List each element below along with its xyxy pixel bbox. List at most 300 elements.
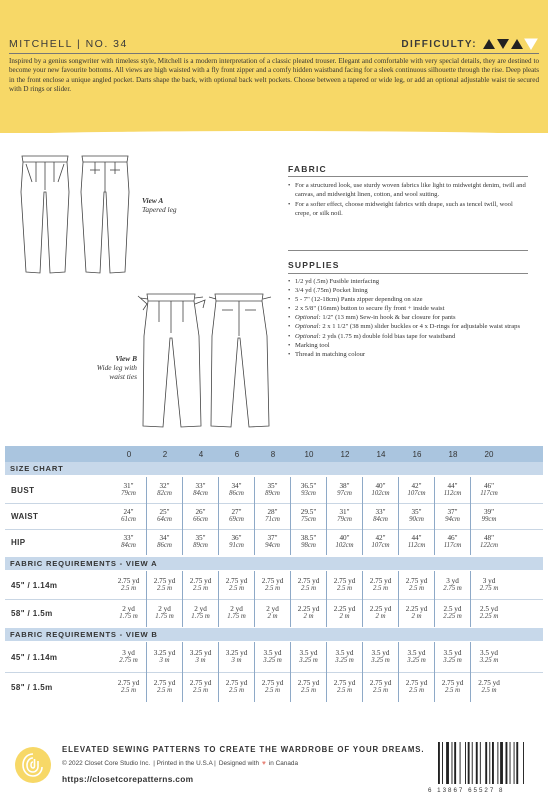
imperial-value: 2.75 yd xyxy=(225,678,248,687)
table-cell xyxy=(399,642,435,672)
imperial-value: 24" xyxy=(123,507,134,516)
table-cell xyxy=(471,477,507,503)
imperial-value: 3.5 yd xyxy=(335,648,354,657)
table-cell xyxy=(363,672,399,702)
table-cell xyxy=(147,672,183,702)
imperial-value: 3 yd xyxy=(122,648,135,657)
table-cell xyxy=(255,642,291,672)
imperial-value: 2.75 yd xyxy=(225,576,248,585)
metric-value: 1.75 m xyxy=(155,613,174,621)
imperial-value: 2.75 yd xyxy=(441,678,464,687)
size-column-header: 0 xyxy=(126,449,132,459)
metric-value: 122cm xyxy=(479,542,499,550)
size-column-header: 18 xyxy=(448,449,458,459)
metric-value: 2.75 m xyxy=(443,585,462,593)
imperial-value: 33" xyxy=(375,507,386,516)
imperial-value: 2.75 yd xyxy=(117,678,140,687)
metric-value: 3.25 m xyxy=(443,657,462,665)
table-cell xyxy=(399,477,435,503)
table-cell xyxy=(183,672,219,702)
metric-value: 2.5 m xyxy=(264,585,281,593)
imperial-value: 2.25 yd xyxy=(333,604,356,613)
table-cell xyxy=(291,571,327,599)
metric-value: 3.25 m xyxy=(263,657,282,665)
metric-value: 2 m xyxy=(339,613,350,621)
imperial-value: 2.75 yd xyxy=(405,678,428,687)
metric-value: 71cm xyxy=(265,516,280,524)
table-cell xyxy=(291,599,327,627)
pattern-description: Inspired by a genius songwriter with timeless style, Mitchell is a modern interpretation of a classic pleated trouser. Elegant and comfortable with very special details, they are destined to become your new favourite bottoms. All views are high waisted with a fly front zipper and a comfy hidden waistband facing for a sleek continuous silhouette through the rise. Deep pleats in the front enclose a unique angled pocket. Darts shape the back, with optional back welt pockets. Choose between a tapered or wide leg, or add an optional adjustable waist tie secured with D rings or slider. xyxy=(9,57,539,93)
barcode-bar xyxy=(506,742,508,784)
metric-value: 90cm xyxy=(409,516,424,524)
metric-value: 3.25 m xyxy=(299,657,318,665)
size-column-header: 20 xyxy=(484,449,494,459)
imperial-value: 42" xyxy=(411,481,422,490)
imperial-value: 3.5 yd xyxy=(371,648,390,657)
table-cell xyxy=(435,503,471,529)
table-cell xyxy=(255,599,291,627)
table-cell xyxy=(111,477,147,503)
imperial-value: 3.25 yd xyxy=(153,648,176,657)
size-column-header: 14 xyxy=(376,449,386,459)
table-cell xyxy=(363,571,399,599)
table-cell xyxy=(435,599,471,627)
table-cell xyxy=(219,642,255,672)
imperial-value: 37" xyxy=(267,533,278,542)
metric-value: 112cm xyxy=(407,542,426,550)
supplies-top-divider xyxy=(288,250,528,251)
metric-value: 3 m xyxy=(159,657,170,665)
barcode-bar xyxy=(460,742,461,784)
imperial-value: 3.5 yd xyxy=(407,648,426,657)
imperial-value: 27" xyxy=(231,507,242,516)
table-cell xyxy=(435,477,471,503)
metric-value: 2.5 m xyxy=(228,585,245,593)
table-cell xyxy=(219,599,255,627)
barcode-bar xyxy=(472,742,473,784)
size-column-header: 2 xyxy=(162,449,168,459)
barcode-bar xyxy=(485,742,487,784)
imperial-value: 2.75 yd xyxy=(297,678,320,687)
imperial-value: 33" xyxy=(195,481,206,490)
table-cell xyxy=(471,672,507,702)
table-cell xyxy=(219,571,255,599)
table-cell xyxy=(471,571,507,599)
pattern-header xyxy=(0,0,548,133)
table-cell xyxy=(183,642,219,672)
imperial-value: 2.25 yd xyxy=(369,604,392,613)
table-cell xyxy=(219,477,255,503)
metric-value: 2.25 m xyxy=(479,613,499,621)
imperial-value: 2.75 yd xyxy=(369,576,392,585)
metric-value: 2.5 m xyxy=(336,687,353,695)
imperial-value: 34" xyxy=(231,481,242,490)
imperial-value: 3 yd xyxy=(482,576,496,585)
table-row xyxy=(5,571,543,599)
metric-value: 1.75 m xyxy=(227,613,246,621)
size-columns xyxy=(111,446,507,462)
view-a-illustration xyxy=(16,152,136,277)
table-cell xyxy=(183,571,219,599)
table-cell xyxy=(363,642,399,672)
metric-value: 91cm xyxy=(229,542,244,550)
metric-value: 84cm xyxy=(373,516,388,524)
supplies-divider xyxy=(288,273,528,274)
supply-item: • Thread in matching colour xyxy=(288,351,528,360)
imperial-value: 3 yd xyxy=(446,576,459,585)
row-label: 45" / 1.14m xyxy=(11,580,58,590)
table-cell xyxy=(399,599,435,627)
table-cell xyxy=(327,571,363,599)
imperial-value: 40" xyxy=(375,481,386,490)
metric-value: 94cm xyxy=(265,542,280,550)
imperial-value: 2.75 yd xyxy=(369,678,392,687)
table-cell xyxy=(183,529,219,555)
metric-value: 2.5 m xyxy=(192,585,209,593)
imperial-value: 34" xyxy=(159,533,170,542)
metric-value: 1.75 m xyxy=(119,613,138,621)
footer-credits xyxy=(62,760,298,767)
metric-value: 86cm xyxy=(157,542,172,550)
footer xyxy=(0,733,548,800)
imperial-value: 44" xyxy=(447,481,458,490)
table-cell xyxy=(111,503,147,529)
table-cell xyxy=(471,642,507,672)
fabric-divider xyxy=(288,176,528,177)
imperial-value: 26" xyxy=(195,507,206,516)
barcode-bar xyxy=(454,742,456,784)
metric-value: 2.5 m xyxy=(300,687,317,695)
metric-value: 2 m xyxy=(303,613,314,621)
imperial-value: 35" xyxy=(411,507,422,516)
supply-item: • 3/4 yd (.75m) Pocket lining xyxy=(288,287,528,296)
imperial-value: 31" xyxy=(123,481,134,490)
triangle-rating-icons xyxy=(483,38,539,50)
barcode-bar xyxy=(446,742,449,784)
metric-value: 2 m xyxy=(411,613,422,621)
metric-value: 3 m xyxy=(231,657,242,665)
imperial-value: 3.25 yd xyxy=(189,648,212,657)
table-cell xyxy=(327,529,363,555)
size-column-header: 8 xyxy=(270,449,276,459)
table-cell xyxy=(219,529,255,555)
imperial-value: 44" xyxy=(411,533,422,542)
metric-value: 3.25 m xyxy=(371,657,390,665)
supplies-title: SUPPLIES xyxy=(288,260,340,270)
imperial-value: 32" xyxy=(159,481,170,490)
metric-value: 75cm xyxy=(301,516,316,524)
imperial-value: 2.75 yd xyxy=(189,678,212,687)
metric-value: 89cm xyxy=(265,490,280,498)
pattern-title: MITCHELL | NO. 34 xyxy=(9,38,128,50)
table-cell xyxy=(363,503,399,529)
table-cell xyxy=(147,503,183,529)
metric-value: 107cm xyxy=(407,490,426,498)
supply-item: • Optional: 2 yds (1.75 m) double fold bias tape for waistband xyxy=(288,333,528,342)
imperial-value: 38.5" xyxy=(300,533,317,542)
barcode-bar xyxy=(497,742,498,784)
table-cell xyxy=(291,642,327,672)
metric-value: 2.5 m xyxy=(156,687,173,695)
metric-value: 98cm xyxy=(301,542,316,550)
metric-value: 112cm xyxy=(443,490,462,498)
barcode-bar xyxy=(442,742,443,784)
size-column-header: 4 xyxy=(198,449,204,459)
imperial-value: 28" xyxy=(267,507,278,516)
table-cell xyxy=(111,571,147,599)
barcode-bar xyxy=(438,742,440,784)
table-cell xyxy=(255,503,291,529)
table-cell xyxy=(255,672,291,702)
copyright-text: © 2022 Closet Core Studio Inc. xyxy=(62,760,151,767)
size-header-row xyxy=(5,446,543,462)
metric-value: 2.5 m xyxy=(264,687,281,695)
metric-value: 2.5 m xyxy=(120,585,137,593)
table-cell xyxy=(327,599,363,627)
imperial-value: 36.5" xyxy=(300,481,317,490)
metric-value: 2.75 m xyxy=(479,585,499,593)
fabric-item: • For a structured look, use sturdy woven fabrics like light to midweight denim, twill and canvas, and midweight linen, cotton, and wool suiting. xyxy=(288,182,528,199)
view-a-desc: Tapered leg xyxy=(142,205,177,214)
view-a-name: View A xyxy=(142,196,164,205)
barcode-bar xyxy=(500,742,503,784)
metric-value: 2.5 m xyxy=(372,585,389,593)
imperial-value: 35" xyxy=(195,533,206,542)
imperial-value: 48" xyxy=(483,533,495,542)
row-label: 58" / 1.5m xyxy=(11,608,53,618)
table-cell xyxy=(111,529,147,555)
imperial-value: 29.5" xyxy=(300,507,317,516)
table-cell xyxy=(147,571,183,599)
metric-value: 2.5 m xyxy=(444,687,461,695)
footer-tagline: ELEVATED SEWING PATTERNS TO CREATE THE WARDROBE OF YOUR DREAMS. xyxy=(62,745,425,754)
imperial-value: 2 yd xyxy=(230,604,243,613)
imperial-value: 2 yd xyxy=(122,604,135,613)
metric-value: 66cm xyxy=(193,516,208,524)
table-cell xyxy=(291,503,327,529)
barcode-bar xyxy=(516,742,518,784)
metric-value: 2.5 m xyxy=(481,687,497,695)
table-cell xyxy=(327,642,363,672)
table-row xyxy=(5,503,543,529)
metric-value: 102cm xyxy=(371,490,390,498)
table-cell xyxy=(147,477,183,503)
table-cell xyxy=(147,529,183,555)
metric-value: 82cm xyxy=(157,490,172,498)
imperial-value: 37" xyxy=(447,507,458,516)
metric-value: 89cm xyxy=(193,542,208,550)
imperial-value: 2.75 yd xyxy=(189,576,212,585)
table-cell xyxy=(399,571,435,599)
row-label: WAIST xyxy=(11,511,39,521)
imperial-value: 40" xyxy=(339,533,350,542)
metric-value: 2.5 m xyxy=(408,687,425,695)
metric-value: 2 m xyxy=(267,613,278,621)
table-row xyxy=(5,672,543,702)
table-cell xyxy=(183,599,219,627)
barcode-bar xyxy=(465,742,466,784)
size-column-header: 6 xyxy=(234,449,240,459)
imperial-value: 46" xyxy=(483,481,495,490)
table-cell xyxy=(291,672,327,702)
table-row xyxy=(5,599,543,627)
fabric-title: FABRIC xyxy=(288,164,327,174)
imperial-value: 2.75 yd xyxy=(153,678,176,687)
view-b-illustration xyxy=(137,288,277,433)
imperial-value: 2.75 yd xyxy=(297,576,320,585)
table-cell xyxy=(219,672,255,702)
metric-value: 86cm xyxy=(229,490,244,498)
size-column-header: 10 xyxy=(304,449,314,459)
barcode-image xyxy=(432,740,538,794)
metric-value: 117cm xyxy=(443,542,462,550)
metric-value: 3 m xyxy=(195,657,206,665)
metric-value: 99cm xyxy=(481,516,497,524)
metric-value: 102cm xyxy=(335,542,354,550)
imperial-value: 3.25 yd xyxy=(225,648,248,657)
view-b-desc: Wide leg with waist ties xyxy=(96,363,137,381)
imperial-value: 3.5 yd xyxy=(480,648,498,657)
row-label: BUST xyxy=(11,485,35,495)
table-cell xyxy=(219,503,255,529)
supply-item: • Marking tool xyxy=(288,342,528,351)
barcode-bar xyxy=(523,742,524,784)
designed-text: Designed with xyxy=(218,760,260,767)
table-cell xyxy=(435,642,471,672)
metric-value: 94cm xyxy=(445,516,460,524)
imperial-value: 35" xyxy=(267,481,278,490)
metric-value: 84cm xyxy=(193,490,208,498)
table-cell xyxy=(363,477,399,503)
closet-core-logo xyxy=(14,746,52,784)
supply-item: • Optional: 2 x 1 1/2" (38 mm) slider buckles or 4 x D-rings for adjustable waist straps xyxy=(288,323,528,332)
barcode-bar xyxy=(492,742,494,784)
imperial-value: 2.75 yd xyxy=(333,678,356,687)
fabric-list xyxy=(288,182,528,220)
table-cell xyxy=(471,529,507,555)
table-cell xyxy=(111,642,147,672)
row-label: 45" / 1.14m xyxy=(11,652,58,662)
table-cell xyxy=(147,642,183,672)
difficulty-label: DIFFICULTY: xyxy=(401,38,477,50)
metric-value: 107cm xyxy=(371,542,390,550)
metric-value: 3.25 m xyxy=(479,657,499,665)
canada-text: in Canada xyxy=(268,760,299,767)
metric-value: 2.5 m xyxy=(300,585,317,593)
supply-item: • 2 x 5/8" (16mm) button to secure fly front + inside waist xyxy=(288,305,528,314)
barcode-bar xyxy=(476,742,478,784)
metric-value: 1.75 m xyxy=(191,613,210,621)
barcode-bar xyxy=(489,742,490,784)
table-cell xyxy=(327,477,363,503)
website-link[interactable]: https://closetcorepatterns.com xyxy=(62,774,194,784)
imperial-value: 2.75 yd xyxy=(261,576,284,585)
metric-value: 2.75 m xyxy=(119,657,138,665)
fabric-view-a-title: FABRIC REQUIREMENTS - VIEW A xyxy=(5,557,543,570)
imperial-value: 31" xyxy=(339,507,350,516)
heart-icon: ♥ xyxy=(262,760,266,767)
metric-value: 3.25 m xyxy=(407,657,426,665)
table-row xyxy=(5,477,543,503)
imperial-value: 42" xyxy=(375,533,386,542)
metric-value: 2 m xyxy=(375,613,386,621)
imperial-value: 2.25 yd xyxy=(405,604,428,613)
metric-value: 2.5 m xyxy=(120,687,137,695)
table-row xyxy=(5,642,543,672)
barcode-bar xyxy=(452,742,453,784)
table-cell xyxy=(327,672,363,702)
table-cell xyxy=(183,477,219,503)
supply-item: • 1/2 yd (.5m) Fusible interfacing xyxy=(288,278,528,287)
metric-value: 61cm xyxy=(121,516,136,524)
imperial-value: 36" xyxy=(231,533,242,542)
supply-item: • Optional: 1/2" (13 mm) Sew-in hook & bar closure for pants xyxy=(288,314,528,323)
table-cell xyxy=(471,503,507,529)
metric-value: 79cm xyxy=(121,490,136,498)
supply-item: • 5 - 7" (12-18cm) Pants zipper depending on size xyxy=(288,296,528,305)
view-a-caption xyxy=(142,196,177,214)
metric-value: 2.5 m xyxy=(336,585,353,593)
metric-value: 2.5 m xyxy=(372,687,389,695)
table-cell xyxy=(399,529,435,555)
imperial-value: 2.75 yd xyxy=(405,576,428,585)
metric-value: 2.5 m xyxy=(156,585,173,593)
imperial-value: 2.75 yd xyxy=(117,576,140,585)
imperial-value: 2.25 yd xyxy=(297,604,320,613)
imperial-value: 3.5 yd xyxy=(443,648,462,657)
table-cell xyxy=(327,503,363,529)
metric-value: 69cm xyxy=(229,516,244,524)
imperial-value: 2 yd xyxy=(266,604,279,613)
table-cell xyxy=(435,571,471,599)
printed-text: | Printed in the U.S.A | xyxy=(153,760,216,767)
table-cell xyxy=(291,477,327,503)
metric-value: 117cm xyxy=(480,490,498,498)
table-cell xyxy=(255,529,291,555)
imperial-value: 25" xyxy=(159,507,170,516)
imperial-value: 2.75 yd xyxy=(261,678,284,687)
view-b-caption xyxy=(93,354,137,381)
table-cell xyxy=(399,672,435,702)
imperial-value: 33" xyxy=(123,533,134,542)
imperial-value: 2.5 yd xyxy=(480,604,498,613)
table-cell xyxy=(291,529,327,555)
row-label: HIP xyxy=(11,537,26,547)
size-column-header: 12 xyxy=(340,449,350,459)
imperial-value: 46" xyxy=(447,533,458,542)
metric-value: 79cm xyxy=(337,516,352,524)
barcode-bar xyxy=(514,742,515,784)
table-row xyxy=(5,529,543,555)
metric-value: 84cm xyxy=(121,542,136,550)
metric-value: 2.5 m xyxy=(408,585,425,593)
view-b-name: View B xyxy=(115,354,137,363)
table-cell xyxy=(435,529,471,555)
table-cell xyxy=(111,599,147,627)
difficulty-rating xyxy=(401,38,539,50)
metric-value: 2.5 m xyxy=(228,687,245,695)
metric-value: 2.25 m xyxy=(443,613,462,621)
barcode-number: 6 13867 65527 8 xyxy=(428,787,505,794)
fabric-view-b-title: FABRIC REQUIREMENTS - VIEW B xyxy=(5,628,543,641)
table-cell xyxy=(255,571,291,599)
imperial-value: 2 yd xyxy=(158,604,171,613)
metric-value: 3.25 m xyxy=(335,657,354,665)
imperial-value: 3.5 yd xyxy=(263,648,282,657)
imperial-value: 2.5 yd xyxy=(443,604,462,613)
title-row xyxy=(9,36,539,52)
imperial-value: 2 yd xyxy=(194,604,207,613)
